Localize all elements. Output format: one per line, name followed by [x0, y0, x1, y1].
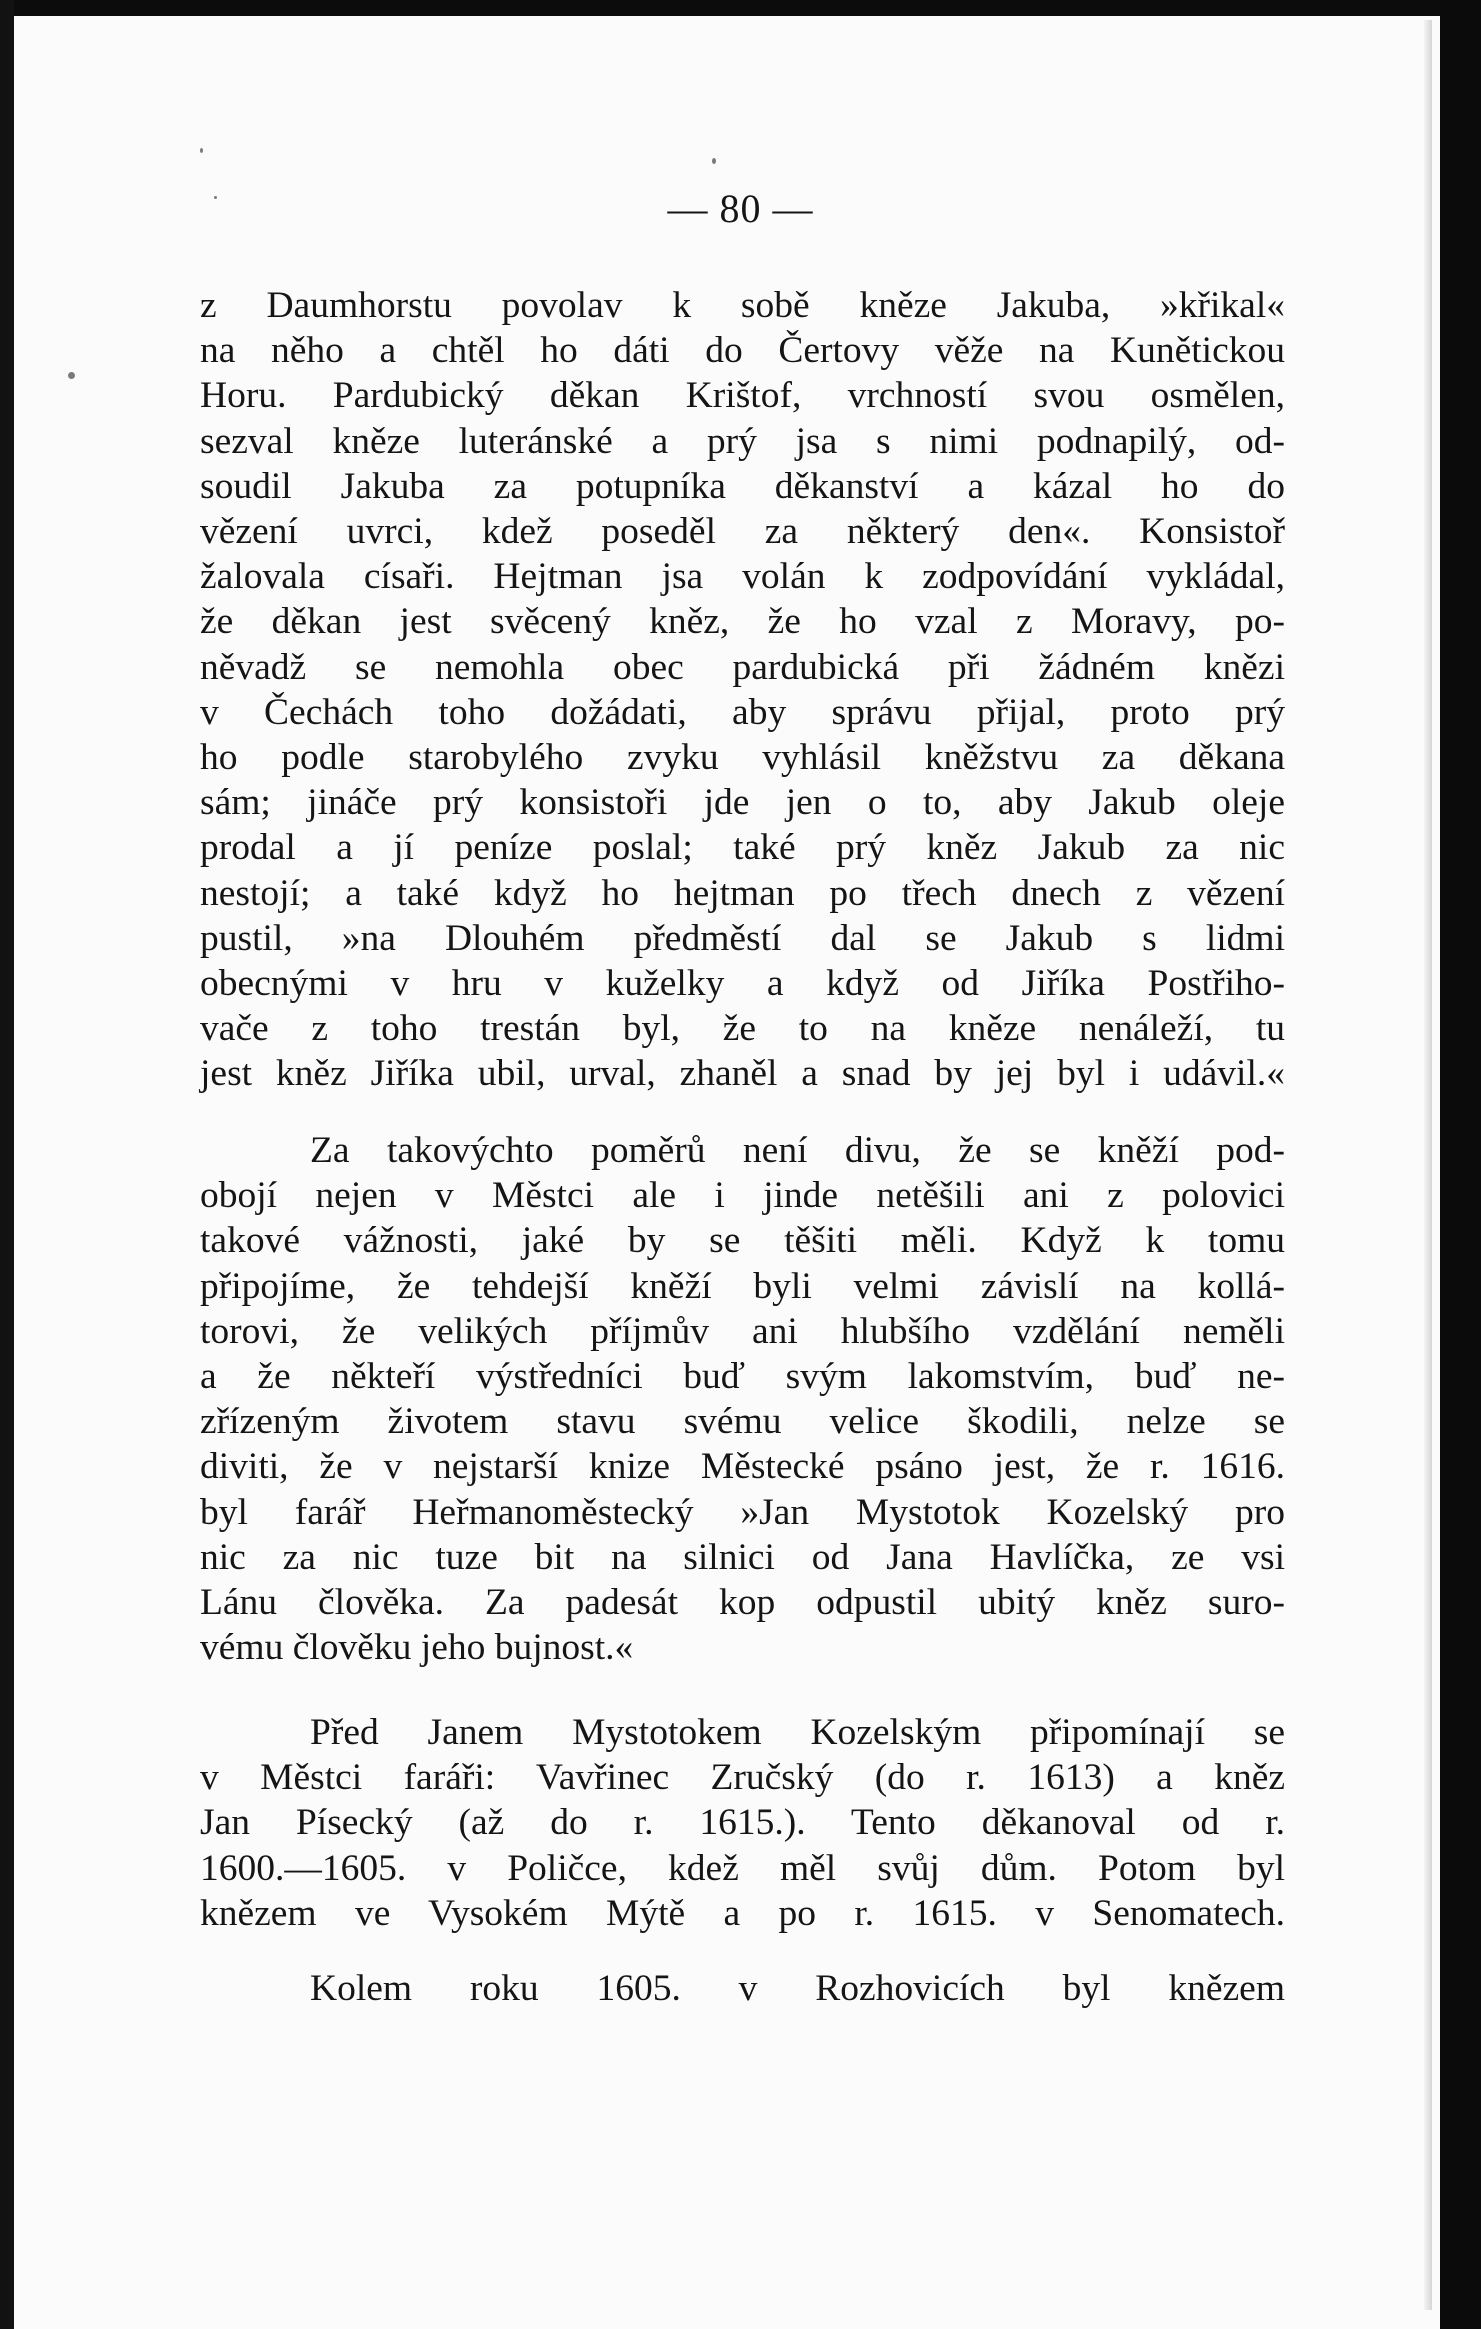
text-line: Za takovýchto poměrů není divu, že se kněží pod-	[310, 1130, 1285, 1171]
text-line: Horu. Pardubický děkan Krištof, vrchností svou osmělen,	[200, 375, 1285, 417]
text-line: a že někteří výstředníci buď svým lakomstvím, buď ne-	[200, 1356, 1285, 1398]
text-line: něvadž se nemohla obec pardubická při žádném knězi	[200, 646, 1285, 688]
text-line: 1600.—1605. v Poličce, kdež měl svůj dům. Potom byl	[200, 1847, 1285, 1889]
scan-speck	[68, 372, 75, 379]
text-line: vače z toho trestán byl, že to na kněze nenáleží, tu	[200, 1008, 1285, 1050]
text-line: vězení uvrci, kdež poseděl za některý den«. Konsistoř	[200, 511, 1285, 553]
paragraph	[200, 1128, 1285, 1670]
text-line: knězem ve Vysokém Mýtě a po r. 1615. v Senomatech.	[200, 1892, 1285, 1934]
text-line: v Městci faráři: Vavřinec Zručský (do r. 1613) a kněz	[200, 1757, 1285, 1799]
text-line: připojíme, že tehdejší kněží byli velmi závislí na kollá-	[200, 1265, 1285, 1307]
text-line: byl farář Heřmanoměstecký »Jan Mystotok Kozelský pro	[200, 1491, 1285, 1533]
text-line: sezval kněze luteránské a prý jsa s nimi podnapilý, od-	[200, 420, 1285, 462]
text-line: Jan Písecký (až do r. 1615.). Tento děkanoval od r.	[200, 1802, 1285, 1844]
paragraph	[200, 283, 1285, 1097]
paragraph	[200, 1710, 1285, 1936]
page-number: — 80 —	[667, 186, 814, 231]
scan-border-top	[0, 0, 1481, 16]
text-line: nic za nic tuze bit na silnici od Jana Havlíčka, ze vsi	[200, 1536, 1285, 1578]
text-line: sám; jináče prý konsistoři jde jen o to, aby Jakub oleje	[200, 782, 1285, 824]
text-line: že děkan jest svěcený kněz, že ho vzal z Moravy, po-	[200, 601, 1285, 643]
page-edge-shadow	[1424, 20, 1432, 2310]
text-line: prodal a jí peníze poslal; také prý kněz Jakub za nic	[200, 827, 1285, 869]
text-line: Před Janem Mystotokem Kozelským připomínají se	[310, 1712, 1285, 1753]
text-line: obojí nejen v Městci ale i jinde netěšili ani z polovici	[200, 1175, 1285, 1217]
text-line: diviti, že v nejstarší knize Městecké psáno jest, že r. 1616.	[200, 1446, 1285, 1488]
scan-border-left	[0, 0, 14, 2329]
text-line: jest kněz Jiříka ubil, urval, zhaněl a snad by jej byl i udávil.«	[200, 1053, 1285, 1095]
text-line: torovi, že velikých příjmův ani hlubšího vzdělání neměli	[200, 1310, 1285, 1352]
text-line: ho podle starobylého zvyku vyhlásil kněžstvu za děkana	[200, 737, 1285, 779]
text-line: zřízeným životem stavu svému velice škodili, nelze se	[200, 1401, 1285, 1443]
text-line: na něho a chtěl ho dáti do Čertovy věže na Kunětickou	[200, 330, 1285, 372]
text-line: v Čechách toho dožádati, aby správu přijal, proto prý	[200, 691, 1285, 733]
paragraph	[200, 1966, 1285, 2011]
scan-speck	[712, 158, 716, 164]
text-line: nestojí; a také když ho hejtman po třech dnech z vězení	[200, 872, 1285, 914]
text-line: pustil, »na Dlouhém předměstí dal se Jakub s lidmi	[200, 917, 1285, 959]
text-line: Lánu člověka. Za padesát kop odpustil ubitý kněz suro-	[200, 1582, 1285, 1624]
text-line: žalovala císaři. Hejtman jsa volán k zodpovídání vykládal,	[200, 556, 1285, 598]
text-line: vému člověku jeho bujnost.«	[200, 1627, 634, 1669]
text-line: soudil Jakuba za potupníka děkanství a kázal ho do	[200, 465, 1285, 507]
text-line: obecnými v hru v kuželky a když od Jiříka Postřiho-	[200, 963, 1285, 1005]
scan-border-right	[1440, 0, 1481, 2329]
text-line: takové vážnosti, jaké by se těšiti měli. Když k tomu	[200, 1220, 1285, 1262]
text-line: z Daumhorstu povolav k sobě kněze Jakuba, »křikal«	[200, 285, 1285, 326]
text-line: Kolem roku 1605. v Rozhovicích byl knězem	[310, 1968, 1285, 2009]
scan-speck	[200, 148, 203, 153]
